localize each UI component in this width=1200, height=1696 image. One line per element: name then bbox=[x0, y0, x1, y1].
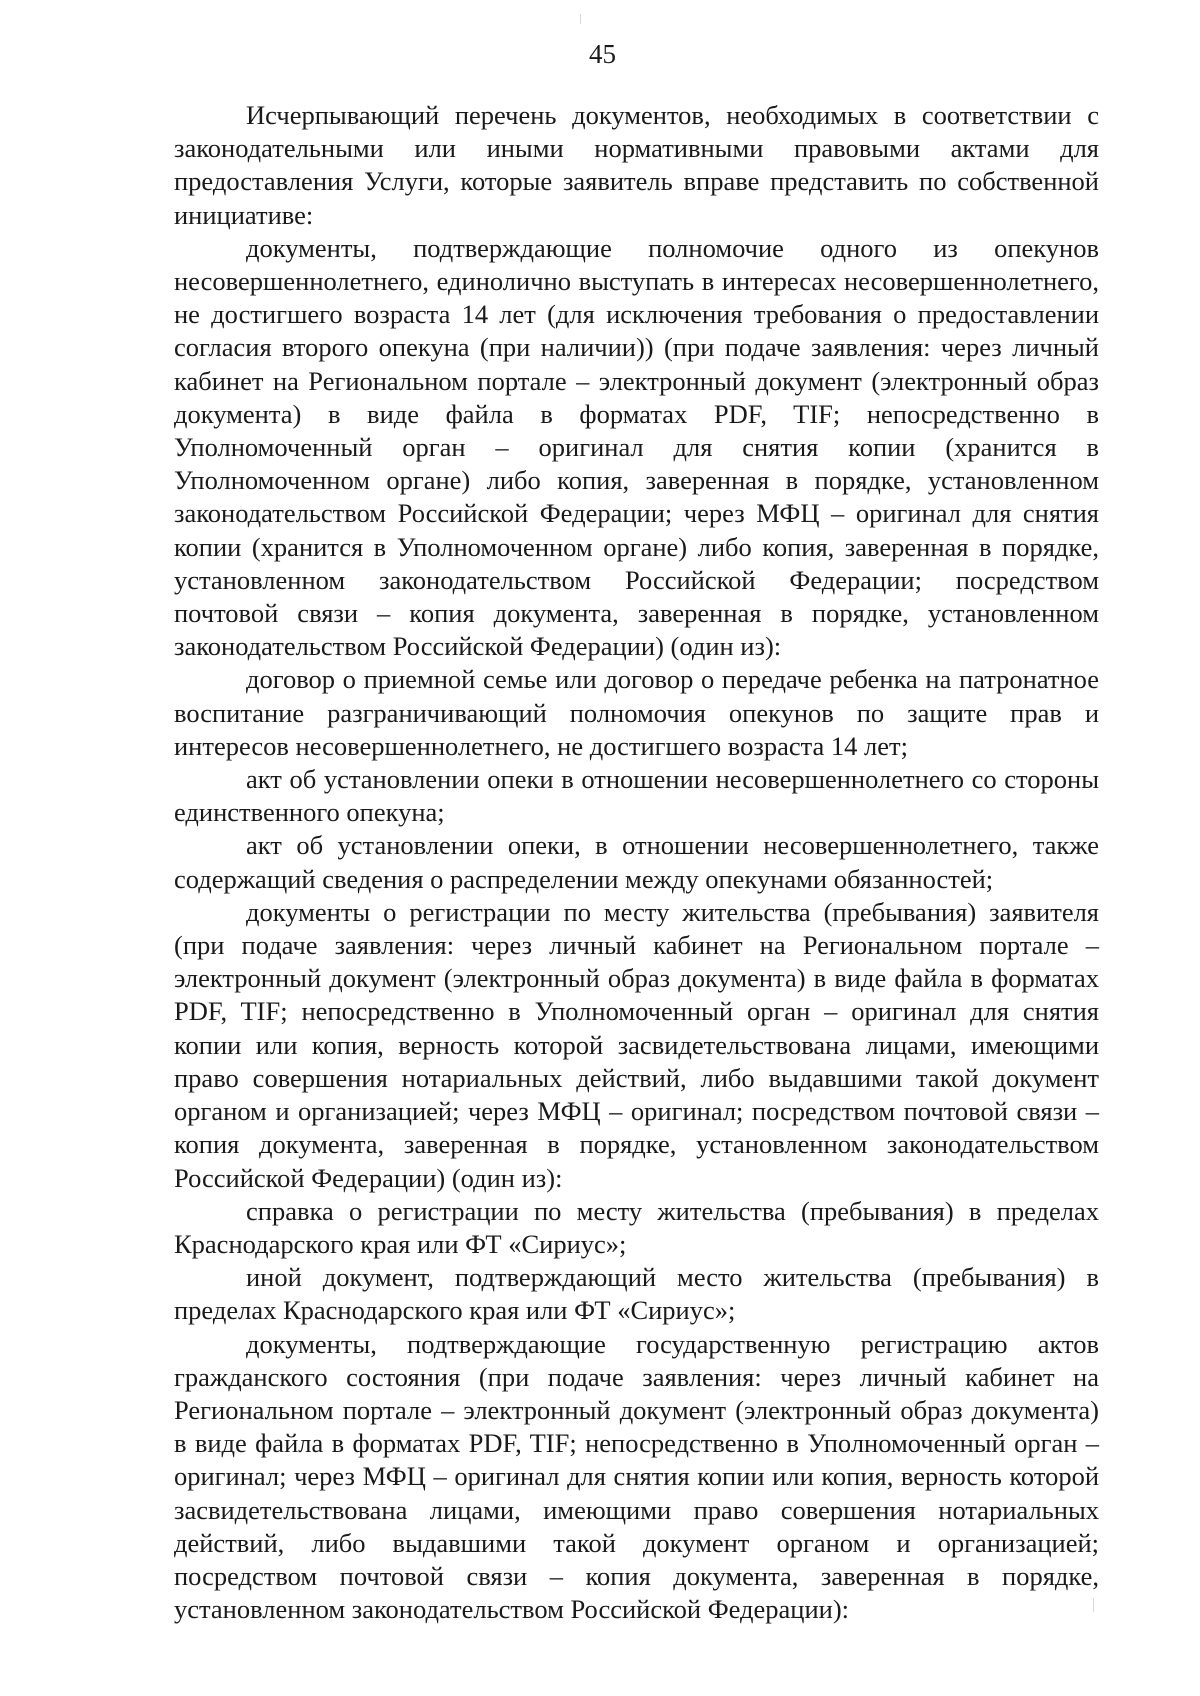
paragraph-civil-status-docs: документы, подтверждающие государственную регистрацию актов гражданского состояния (при подаче заявления: через личный кабинет на Региональном портале – электронный документ (электронный образ документа) в виде файла в форматах PDF, TIF; непосредственно в Уполномоченный орган – оригинал; через МФЦ – оригинал для снятия копии или копия, верность которой засвидетельствована лицами, имеющими право совершения нотариальных действий, либо выдавшими такой документ органом и организацией; посредством почтовой связи – копия документа, заверенная в порядке, установленном законодательством Российской Федерации): bbox=[174, 1328, 1099, 1625]
paragraph-residence-registration-docs: документы о регистрации по месту жительства (пребывания) заявителя (при подаче заявления: через личный кабинет на Региональном портале – электронный документ (электронный образ документа) в виде файла в форматах PDF, TIF; непосредственно в Уполномоченный орган – оригинал для снятия копии или копия, верность которой засвидетельствована лицами, имеющими право совершения нотариальных действий, либо выдавшими такой документ органом и организацией; через МФЦ – оригинал; посредством почтовой связи – копия документа, заверенная в порядке, установленном законодательством Российской Федерации) (один из): bbox=[174, 896, 1099, 1193]
paragraph-intro: Исчерпывающий перечень документов, необходимых в соответствии с законодательными или иными нормативными правовыми актами для предоставления Услуги, которые заявитель вправе представить по собственной инициативе: bbox=[174, 100, 1099, 230]
page-number: 45 bbox=[589, 39, 616, 69]
document-body bbox=[174, 99, 1099, 1626]
scan-edge-mark-top bbox=[580, 14, 581, 24]
scan-edge-mark-bottom bbox=[1093, 1598, 1094, 1612]
paragraph-sole-guardian-act: акт об установлении опеки в отношении несовершеннолетнего со стороны единственного опекуна; bbox=[174, 764, 1099, 828]
paragraph-other-residence-doc: иной документ, подтверждающий место жительства (пребывания) в пределах Краснодарского края или ФТ «Сириус»; bbox=[174, 1262, 1099, 1326]
paragraph-registration-certificate: справка о регистрации по месту жительства (пребывания) в пределах Краснодарского края или ФТ «Сириус»; bbox=[174, 1195, 1099, 1259]
paragraph-guardianship-act-duties: акт об установлении опеки, в отношении несовершеннолетнего, также содержащий сведения о распределении между опекунами обязанностей; bbox=[174, 830, 1099, 894]
paragraph-foster-agreement: договор о приемной семье или договор о передаче ребенка на патронатное воспитание разграничивающий полномочия опекунов по защите прав и интересов несовершеннолетнего, не достигшего возраста 14 лет; bbox=[174, 664, 1099, 761]
paragraph-guardian-authority-docs: документы, подтверждающие полномочие одного из опекунов несовершеннолетнего, единолично выступать в интересах несовершеннолетнего, не достигшего возраста 14 лет (для исключения требования о предоставлении согласия второго опекуна (при наличии)) (при подаче заявления: через личный кабинет на Региональном портале – электронный документ (электронный образ документа) в виде файла в форматах PDF, TIF; непосредственно в Уполномоченный орган – оригинал для снятия копии (хранится в Уполномоченном органе) либо копия, заверенная в порядке, установленном законодательством Российской Федерации; через МФЦ – оригинал для снятия копии (хранится в Уполномоченном органе) либо копия, заверенная в порядке, установленном законодательством Российской Федерации; посредством почтовой связи – копия документа, заверенная в порядке, установленном законодательством Российской Федерации) (один из): bbox=[174, 232, 1099, 662]
